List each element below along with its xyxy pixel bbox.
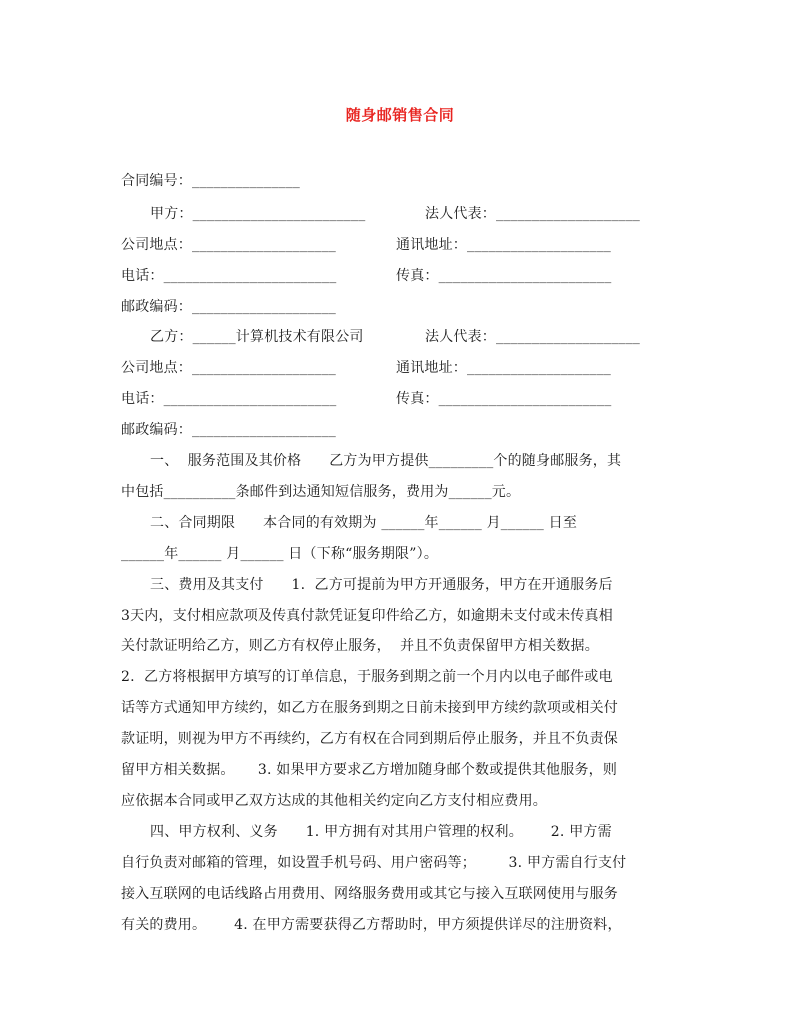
- clause-line: 关付款证明给乙方，则乙方有权停止服务， 并且不负责保留甲方相关数据。: [121, 638, 599, 654]
- party-a-name: 甲方：________________________: [150, 206, 366, 222]
- party-b-phone: 电话：________________________: [121, 391, 337, 407]
- clause-line: 自行负责对邮箱的管理，如设置手机号码、用户密码等； 3. 甲方需自行支付: [121, 855, 627, 871]
- document-title: 随身邮销售合同: [345, 106, 455, 124]
- clause-line: 接入互联网的电话线路占用费用、网络服务费用或其它与接入互联网使用与服务: [121, 886, 618, 902]
- clause-line: 四、甲方权利、义务 1. 甲方拥有对其用户管理的权利。 2. 甲方需: [150, 824, 612, 840]
- clause-line: 2. 乙方将根据甲方填写的订单信息，于服务到期之前一个月内以电子邮件或电: [121, 669, 613, 685]
- contract-number: 合同编号：_______________: [121, 173, 300, 189]
- clause-line: 留甲方相关数据。 3. 如果甲方要求乙方增加随身邮个数或提供其他服务，则: [121, 762, 618, 778]
- clause-line: 应依据本合同或甲乙双方达成的其他相关约定向乙方支付相应费用。: [121, 793, 547, 809]
- party-b-postcode: 邮政编码：____________________: [121, 422, 336, 438]
- clause-line: 有关的费用。 4. 在甲方需要获得乙方帮助时，甲方须提供详尽的注册资料，: [121, 917, 622, 933]
- clause-line: 3天内，支付相应款项及传真付款凭证复印件给乙方，如逾期未支付或未传真相: [121, 608, 613, 624]
- party-b-name: 乙方：______计算机技术有限公司: [150, 329, 364, 345]
- party-a-fax: 传真：________________________: [396, 268, 612, 284]
- clause-line: 三、费用及其支付 1. 乙方可提前为甲方开通服务，甲方在开通服务后: [150, 577, 613, 593]
- party-a-address: 公司地点：____________________: [121, 237, 336, 253]
- party-b-mail-address: 通讯地址：____________________: [396, 360, 611, 376]
- party-a-postcode: 邮政编码：____________________: [121, 299, 336, 315]
- clause-line: 一、 服务范围及其价格 乙方为甲方提供_________个的随身邮服务，其: [150, 453, 622, 469]
- party-b-representative: 法人代表：____________________: [425, 329, 640, 345]
- party-a-representative: 法人代表：____________________: [425, 206, 640, 222]
- clause-line: 款证明，则视为甲方不再续约，乙方有权在合同到期后停止服务，并且不负责保: [121, 731, 618, 747]
- party-b-address: 公司地点：____________________: [121, 360, 336, 376]
- party-a-mail-address: 通讯地址：____________________: [396, 237, 611, 253]
- clause-line: 二、合同期限 本合同的有效期为 ______年______ 月______ 日至: [150, 515, 578, 531]
- party-b-fax: 传真：________________________: [396, 391, 612, 407]
- clause-line: 话等方式通知甲方续约，如乙方在服务到期之日前未接到甲方续约款项或相关付: [121, 700, 618, 716]
- clause-line: 中包括__________条邮件到达通知短信服务，费用为______元。: [121, 484, 521, 500]
- clause-line: ______年______ 月______ 日（下称“服务期限”）。: [121, 546, 439, 562]
- party-a-phone: 电话：________________________: [121, 268, 337, 284]
